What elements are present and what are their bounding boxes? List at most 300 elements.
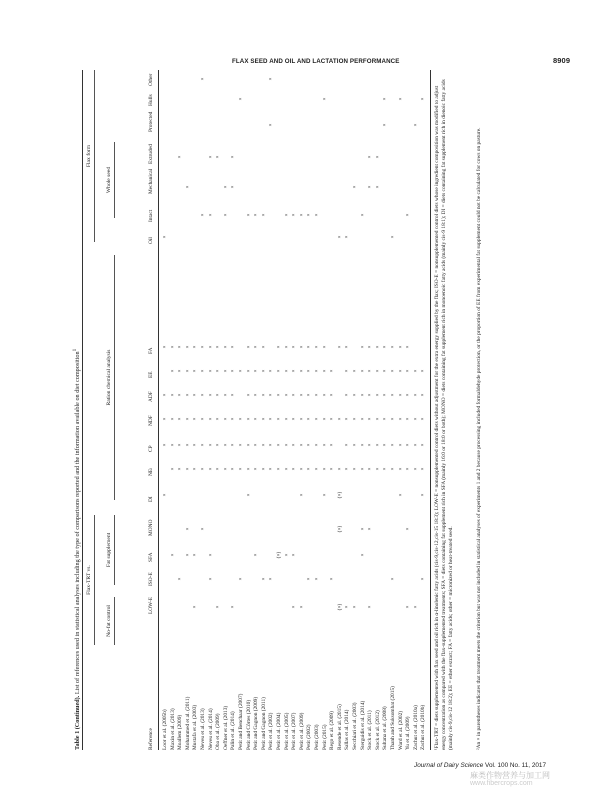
mark-cell: × xyxy=(344,417,351,421)
reference-cell: Petit and Côrtes (2010) xyxy=(245,699,252,750)
mark-cell: × xyxy=(397,345,404,349)
mark-cell: × xyxy=(291,417,298,421)
mark-cell: × xyxy=(390,443,396,447)
mark-cell: × xyxy=(200,369,206,373)
mark-cell: × xyxy=(260,467,267,471)
top-rule xyxy=(82,70,83,750)
mark-cell: × xyxy=(222,467,229,471)
table-row xyxy=(390,70,398,750)
mark-cell: × xyxy=(321,467,328,471)
mark-cell: × xyxy=(397,369,404,373)
mark-cell: × xyxy=(336,345,343,349)
reference-cell: Stock et al. (2012) xyxy=(374,710,381,750)
mark-cell: × xyxy=(405,213,412,217)
mark-cell: × xyxy=(314,417,320,421)
table-row xyxy=(200,70,208,750)
mark-cell: × xyxy=(405,345,412,349)
mark-cell: × xyxy=(192,369,199,373)
mark-cell: × xyxy=(268,77,275,81)
reference-cell: Petit et al. (2007) xyxy=(291,712,298,750)
mark-cell: × xyxy=(367,369,374,373)
table-row xyxy=(375,70,383,750)
reference-cell: Ward et al. (2002) xyxy=(397,710,404,750)
mark-cell: × xyxy=(200,213,206,217)
reference-cell: Zachut et al. (2010a) xyxy=(412,705,419,750)
reference-cell: Neveu et al. (2014) xyxy=(207,708,214,750)
mark-cell: × xyxy=(390,345,396,349)
caption-sup: 1 xyxy=(72,348,78,352)
table-row xyxy=(352,70,360,750)
mark-cell: × xyxy=(352,185,358,189)
reference-cell: Petit et al. (2004) xyxy=(276,712,282,750)
table-row xyxy=(170,70,178,750)
mark-cell: × xyxy=(412,369,419,373)
column-header: DI xyxy=(148,496,154,502)
mark-cell: × xyxy=(245,443,252,447)
mark-cell: × xyxy=(283,443,290,447)
mark-cell: × xyxy=(283,553,290,557)
mark-cell: × xyxy=(184,417,191,421)
caption-label: Table 1 (Continued). xyxy=(74,695,82,750)
table-row xyxy=(398,70,406,750)
mark-cell: × xyxy=(215,393,222,397)
mark-cell: × xyxy=(367,467,374,471)
mark-cell: × xyxy=(344,369,351,373)
mark-cell: × xyxy=(276,345,282,349)
mark-cell: × xyxy=(184,443,191,447)
mark-cell: × xyxy=(336,467,343,471)
mark-cell: × xyxy=(184,467,191,471)
mark-cell: × xyxy=(207,417,214,421)
mark-cell: × xyxy=(207,369,214,373)
mark-cell: × xyxy=(207,345,214,349)
reference-cell: Mohammed et al. (2011) xyxy=(184,696,191,750)
mark-cell: × xyxy=(359,443,366,447)
mark-cell: × xyxy=(374,417,381,421)
mark-cell: × xyxy=(260,393,267,397)
reference-cell: Moallem (2009) xyxy=(177,714,184,750)
table-row xyxy=(367,70,375,750)
mark-cell: × xyxy=(276,443,282,447)
bottom-rule xyxy=(430,70,431,750)
mark-cell: × xyxy=(367,443,374,447)
mark-cell: × xyxy=(253,417,260,421)
mark-cell: × xyxy=(169,369,176,373)
mark-cell: × xyxy=(329,369,336,373)
mark-cell: × xyxy=(374,155,381,159)
mark-cell: × xyxy=(298,493,305,497)
mark-cell: × xyxy=(268,443,275,447)
reference-cell: Petit (2002) xyxy=(306,724,313,750)
mark-cell: × xyxy=(177,577,184,581)
table-row xyxy=(253,70,261,750)
reference-cell: Palin et al. (2014) xyxy=(230,711,237,750)
mark-cell: × xyxy=(215,605,222,609)
mark-cell: × xyxy=(329,393,336,397)
mark-cell: × xyxy=(162,235,168,239)
mark-cell: × xyxy=(238,467,244,471)
mark-cell: × xyxy=(329,443,336,447)
mark-cell: × xyxy=(390,417,396,421)
mark-cell: × xyxy=(230,393,237,397)
group-line xyxy=(114,142,115,218)
mark-cell: × xyxy=(268,393,275,397)
column-header: FA xyxy=(148,347,154,354)
table-row xyxy=(223,70,231,750)
mark-cell: × xyxy=(207,467,214,471)
mark-cell: × xyxy=(260,417,267,421)
mark-cell: × xyxy=(222,185,229,189)
mark-cell: × xyxy=(344,605,351,609)
mark-cell: × xyxy=(215,443,222,447)
table-row xyxy=(337,70,345,750)
column-header: Other xyxy=(148,73,154,86)
mark-cell: × xyxy=(283,345,290,349)
mark-cell: × xyxy=(367,345,374,349)
mark-cell: × xyxy=(397,97,404,101)
reference-cell: Yu et al. (2009) xyxy=(405,716,412,750)
mark-cell: × xyxy=(397,443,404,447)
mark-cell: × xyxy=(162,443,168,447)
mark-cell: × xyxy=(344,467,351,471)
mark-cell: × xyxy=(169,417,176,421)
table-caption xyxy=(72,70,81,750)
table-row xyxy=(291,70,299,750)
mark-cell: × xyxy=(238,443,244,447)
mark-cell: × xyxy=(245,369,252,373)
reference-cell: Mustafa et al. (2003) xyxy=(192,704,199,750)
mark-cell: × xyxy=(184,527,191,531)
table-row xyxy=(329,70,337,750)
reference-cell: Rego et al. (2009) xyxy=(329,711,336,750)
running-title: FLAX SEED AND OIL AND LACTATION PERFORMANCE xyxy=(232,58,400,65)
group-fat-supp: Fat supplement xyxy=(106,532,112,568)
mark-cell: × xyxy=(314,345,320,349)
journal-footer xyxy=(414,762,546,769)
mark-cell: × xyxy=(405,369,412,373)
mark-cell: × xyxy=(367,393,374,397)
mark-cell: × xyxy=(192,345,199,349)
mark-cell: × xyxy=(374,467,381,471)
column-header: NDF xyxy=(148,415,154,426)
mark-cell: × xyxy=(245,493,252,497)
mark-cell: × xyxy=(215,467,222,471)
mark-cell: × xyxy=(367,527,374,531)
mark-cell: × xyxy=(306,345,313,349)
table-row xyxy=(276,70,284,750)
mark-cell: × xyxy=(283,393,290,397)
mark-cell: × xyxy=(283,213,290,217)
mark-cell: × xyxy=(222,213,229,217)
table-row xyxy=(261,70,269,750)
table-row xyxy=(306,70,314,750)
mark-cell: × xyxy=(397,417,404,421)
table-row xyxy=(192,70,200,750)
mark-cell: × xyxy=(306,369,313,373)
reference-cell: Stock et al. (2011) xyxy=(367,710,374,750)
mark-cell: × xyxy=(306,577,313,581)
reference-cell: Secchiari et al. (2003) xyxy=(352,702,358,750)
watermark: 麻类作物营养与加工网 xyxy=(470,771,550,780)
mark-cell: × xyxy=(344,393,351,397)
mark-cell: × xyxy=(268,369,275,373)
mark-cell: (×) xyxy=(276,551,282,559)
rotated-table xyxy=(72,70,542,750)
mark-cell: × xyxy=(215,369,222,373)
mark-cell: × xyxy=(283,369,290,373)
mark-cell: × xyxy=(306,417,313,421)
mark-cell: × xyxy=(230,443,237,447)
mark-cell: × xyxy=(260,213,267,217)
mark-cell: × xyxy=(367,605,374,609)
mark-cell: (×) xyxy=(336,603,343,611)
column-header: SFA xyxy=(148,552,154,562)
mark-cell: × xyxy=(192,467,199,471)
mark-cell: × xyxy=(412,417,419,421)
mark-cell: × xyxy=(352,605,358,609)
mark-cell: × xyxy=(420,577,427,581)
mark-cell: × xyxy=(420,417,427,421)
reference-cell: Petit (2003) xyxy=(314,724,320,750)
mark-cell: × xyxy=(298,213,305,217)
mark-cell: × xyxy=(238,369,244,373)
mark-cell: × xyxy=(382,467,389,471)
mark-cell: × xyxy=(222,345,229,349)
column-header: Extruded xyxy=(148,144,154,164)
mark-cell: × xyxy=(420,493,427,497)
mark-cell: × xyxy=(390,369,396,373)
mark-cell: × xyxy=(298,417,305,421)
watermark-url: www.fibercrops.com xyxy=(470,780,533,787)
mark-cell: × xyxy=(162,345,168,349)
mark-cell: × xyxy=(200,527,206,531)
mark-cell: × xyxy=(238,417,244,421)
mark-cell: × xyxy=(207,213,214,217)
column-header: Protected xyxy=(148,111,154,132)
mark-cell: × xyxy=(177,443,184,447)
mark-cell: × xyxy=(200,393,206,397)
mark-cell: × xyxy=(359,527,366,531)
mark-cell: × xyxy=(359,213,366,217)
mark-cell: × xyxy=(367,417,374,421)
reference-cell: Petit and Gagnon (2009) xyxy=(253,696,260,750)
mark-cell: × xyxy=(390,577,396,581)
table-row xyxy=(405,70,413,750)
mark-cell: × xyxy=(321,393,328,397)
mark-cell: × xyxy=(260,443,267,447)
mark-cell: × xyxy=(268,577,275,581)
reference-cell: Zachut et al. (2010b) xyxy=(420,704,427,750)
mark-cell: × xyxy=(268,123,275,127)
reference-cell: Petit et al. (2009) xyxy=(298,712,305,750)
column-header: MONO xyxy=(148,519,154,536)
mark-cell: × xyxy=(276,467,282,471)
column-header: Hulls xyxy=(148,94,154,106)
reference-cell: Petit et al. (2005) xyxy=(283,712,290,750)
mark-cell: × xyxy=(177,417,184,421)
column-header: NEₗ xyxy=(148,467,154,476)
mark-cell: × xyxy=(245,467,252,471)
mark-cell: × xyxy=(253,345,260,349)
mark-cell: × xyxy=(291,393,298,397)
mark-cell: × xyxy=(162,393,168,397)
mark-cell: × xyxy=(382,345,389,349)
mark-cell: × xyxy=(215,417,222,421)
mark-cell: × xyxy=(321,417,328,421)
mark-cell: × xyxy=(245,393,252,397)
mark-cell: × xyxy=(314,577,320,581)
mark-cell: × xyxy=(314,443,320,447)
mark-cell: (×) xyxy=(336,491,343,499)
mark-cell: × xyxy=(177,369,184,373)
mark-cell: × xyxy=(298,345,305,349)
mark-cell: × xyxy=(382,97,389,101)
mark-cell: × xyxy=(420,369,427,373)
mark-cell: × xyxy=(412,393,419,397)
mark-cell: × xyxy=(276,369,282,373)
reference-cell: Petit et al. (2002) xyxy=(268,712,275,750)
mark-cell: (×) xyxy=(336,525,343,533)
mark-cell: × xyxy=(276,417,282,421)
table-row xyxy=(299,70,307,750)
mark-cell: × xyxy=(291,213,298,217)
mark-cell: × xyxy=(352,369,358,373)
mark-cell: × xyxy=(420,443,427,447)
mark-cell: × xyxy=(359,417,366,421)
mark-cell: × xyxy=(162,493,168,497)
table-row xyxy=(185,70,193,750)
mark-cell: × xyxy=(283,417,290,421)
table-row xyxy=(344,70,352,750)
table-row xyxy=(314,70,322,750)
mark-cell: × xyxy=(374,369,381,373)
mark-cell: × xyxy=(291,345,298,349)
reference-cell: Petit and Benchaar (2007) xyxy=(238,693,244,750)
mark-cell: × xyxy=(344,345,351,349)
mark-cell: × xyxy=(207,443,214,447)
reference-cell: Oeffner et al. (2013) xyxy=(222,705,229,750)
mark-cell: × xyxy=(200,417,206,421)
group-no-fat: No-fat control xyxy=(106,605,112,637)
column-header: LOW-E xyxy=(148,596,154,614)
mark-cell: × xyxy=(192,553,199,557)
table-row xyxy=(230,70,238,750)
mark-cell: × xyxy=(405,417,412,421)
table-row xyxy=(322,70,330,750)
column-header: Intact xyxy=(148,209,154,222)
mark-cell: × xyxy=(382,123,389,127)
mark-cell: × xyxy=(184,185,191,189)
mark-cell: × xyxy=(329,417,336,421)
mark-cell: × xyxy=(200,467,206,471)
mark-cell: × xyxy=(382,443,389,447)
mark-cell: × xyxy=(169,345,176,349)
mark-cell: × xyxy=(314,393,320,397)
table-row xyxy=(162,70,170,750)
mark-cell: × xyxy=(291,443,298,447)
journal-volume: Vol. 100 No. 11, 2017 xyxy=(485,762,547,769)
mark-cell: × xyxy=(291,605,298,609)
mark-cell: × xyxy=(222,417,229,421)
mark-cell: × xyxy=(238,97,244,101)
mark-cell: × xyxy=(192,393,199,397)
mark-cell: × xyxy=(359,467,366,471)
mark-cell: × xyxy=(298,605,305,609)
mark-cell: × xyxy=(253,369,260,373)
table-row xyxy=(208,70,216,750)
mark-cell: × xyxy=(374,443,381,447)
mark-cell: × xyxy=(291,553,298,557)
mark-cell: × xyxy=(207,577,214,581)
mark-cell: × xyxy=(352,393,358,397)
mark-cell: × xyxy=(230,345,237,349)
mark-cell: × xyxy=(291,369,298,373)
mark-cell: × xyxy=(412,467,419,471)
column-header: ISO-E xyxy=(148,572,154,586)
mark-cell: × xyxy=(230,605,237,609)
caption-text: List of references used in statistical analyses including the type of comparisons reported and the information available on diet composition xyxy=(74,351,82,695)
mark-cell: × xyxy=(420,467,427,471)
mark-cell: × xyxy=(215,155,222,159)
column-header: ADF xyxy=(148,391,154,402)
mark-cell: × xyxy=(306,443,313,447)
mark-cell: × xyxy=(245,213,252,217)
column-header: EE xyxy=(148,371,154,378)
mark-cell: × xyxy=(382,369,389,373)
mark-cell: × xyxy=(321,493,328,497)
mark-cell: × xyxy=(397,493,404,497)
mark-cell: × xyxy=(200,443,206,447)
mark-cell: × xyxy=(230,417,237,421)
mark-cell: × xyxy=(420,393,427,397)
mark-cell: × xyxy=(298,369,305,373)
group-whole-seed: Whole seed xyxy=(106,166,112,194)
mark-cell: × xyxy=(329,467,336,471)
mark-cell: × xyxy=(420,97,427,101)
mark-cell: × xyxy=(412,605,419,609)
group-line xyxy=(94,515,95,645)
header-rule xyxy=(158,70,159,750)
mark-cell: × xyxy=(230,467,237,471)
column-header: Mechanical xyxy=(148,168,154,194)
mark-cell: × xyxy=(230,155,237,159)
group-line xyxy=(94,70,95,242)
mark-cell: × xyxy=(207,155,214,159)
mark-cell: × xyxy=(397,393,404,397)
mark-cell: × xyxy=(177,345,184,349)
mark-cell: × xyxy=(207,553,214,557)
mark-cell: × xyxy=(253,443,260,447)
mark-cell: × xyxy=(215,345,222,349)
mark-cell: × xyxy=(390,235,396,239)
table-row xyxy=(420,70,428,750)
mark-cell: × xyxy=(298,443,305,447)
mark-cell: × xyxy=(336,235,343,239)
mark-cell: × xyxy=(314,467,320,471)
group-line xyxy=(114,597,115,645)
mark-cell: × xyxy=(192,417,199,421)
mark-cell: × xyxy=(321,443,328,447)
journal-name: Journal of Dairy Science xyxy=(414,762,484,769)
mark-cell: × xyxy=(291,467,298,471)
reference-cell: Petit (2015) xyxy=(321,724,328,750)
table-row xyxy=(268,70,276,750)
mark-cell: × xyxy=(405,527,412,531)
mark-cell: × xyxy=(184,369,191,373)
mark-cell: × xyxy=(169,553,176,557)
mark-cell: × xyxy=(306,467,313,471)
mark-cell: × xyxy=(238,577,244,581)
